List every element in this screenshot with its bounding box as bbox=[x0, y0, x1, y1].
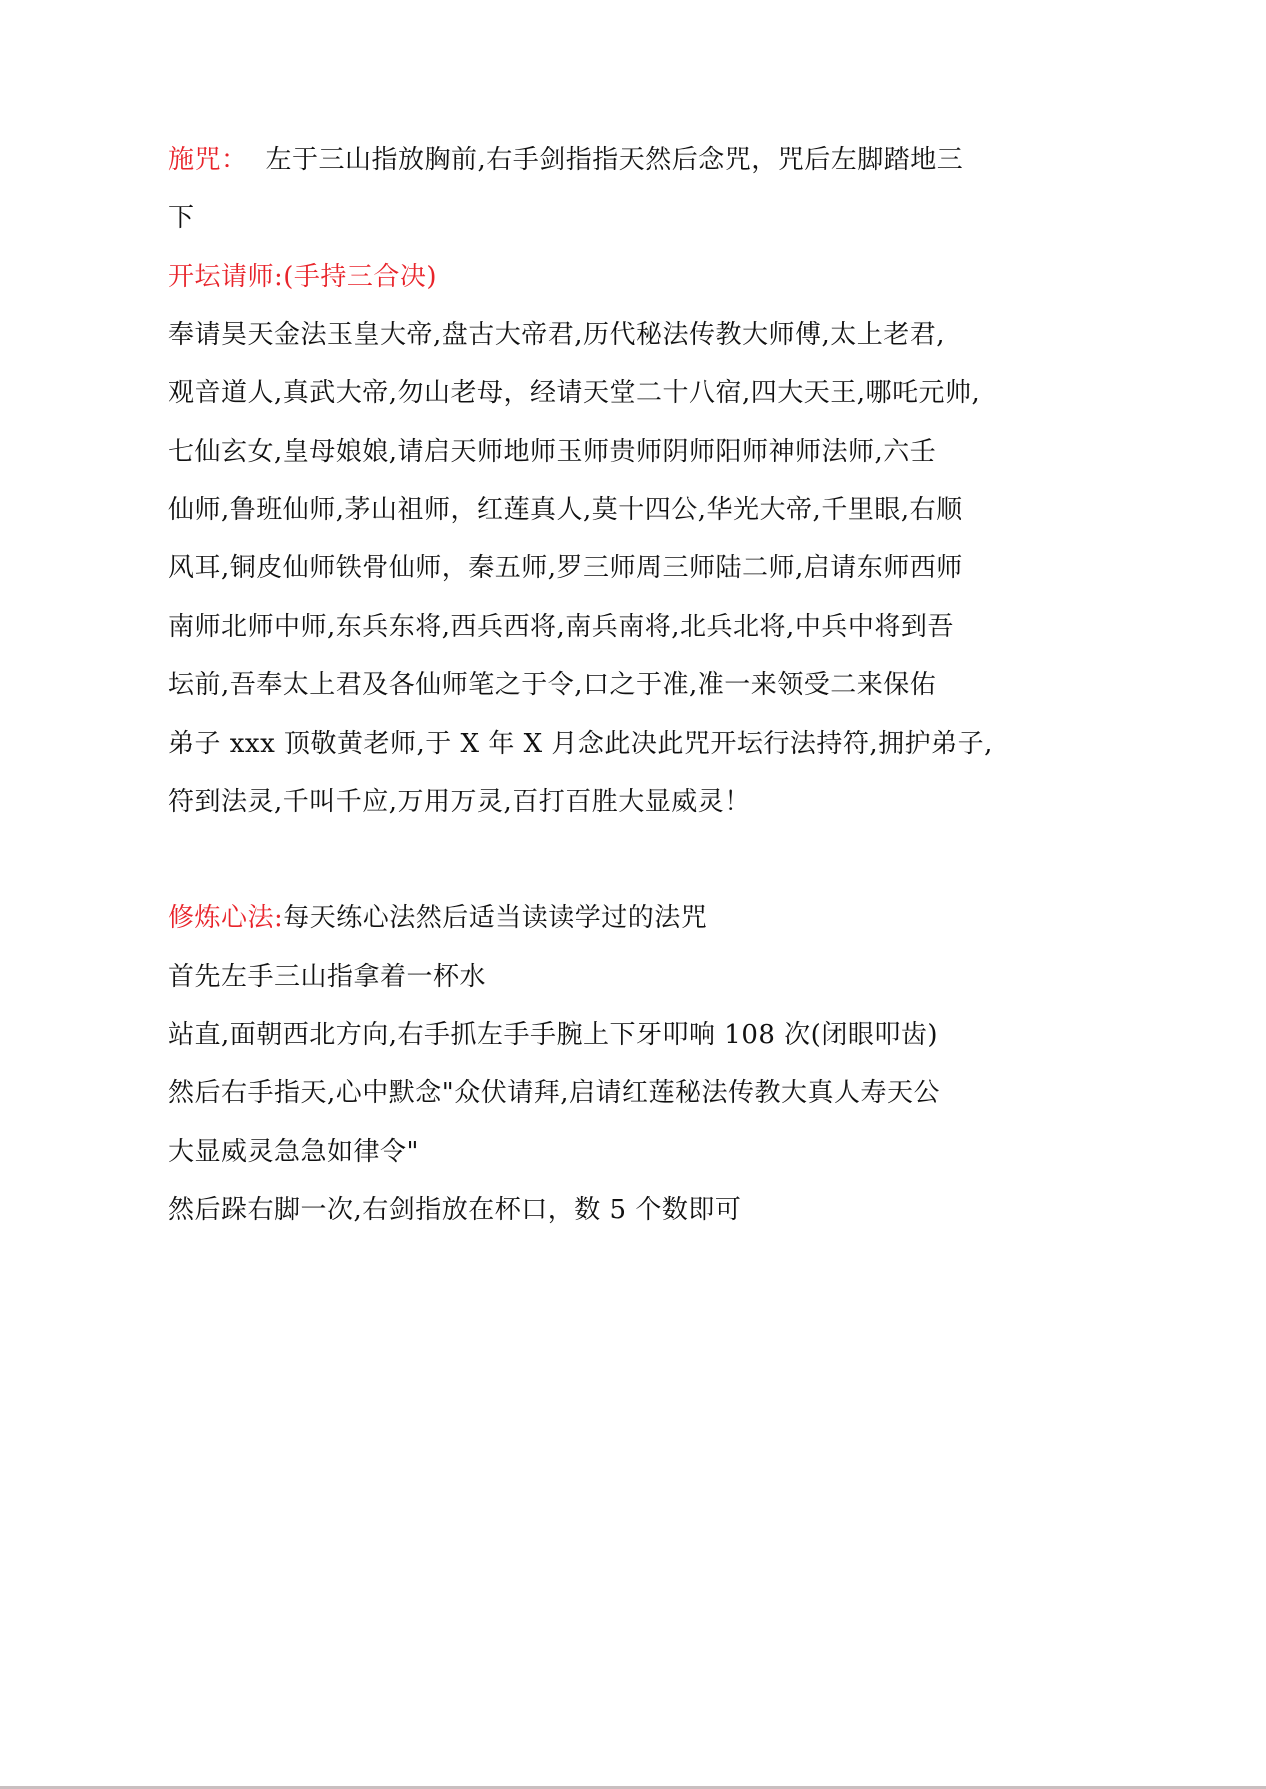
practice-line-2: 站直,面朝西北方向,右手抓左手手腕上下牙叩响 108 次(闭眼叩齿) bbox=[168, 1020, 938, 1050]
practice-line-1: 首先左手三山指拿着一杯水 bbox=[168, 962, 487, 992]
altar-line-7: 坛前,吾奉太上君及各仙师笔之于令,口之于准,准一来领受二来保佑 bbox=[168, 670, 937, 700]
cast-heading-line bbox=[168, 143, 968, 177]
altar-line-6: 南师北师中师,东兵东将,西兵西将,南兵南将,北兵北将,中兵中将到吾 bbox=[168, 612, 954, 642]
practice-heading: 修炼心法: bbox=[168, 903, 284, 933]
practice-line-3: 然后右手指天,心中默念"众伏请拜,启请红莲秘法传教大真人寿天公 bbox=[168, 1078, 940, 1108]
altar-line-3: 七仙玄女,皇母娘娘,请启天师地师玉师贵师阴师阳师神师法师,六壬 bbox=[168, 437, 937, 467]
practice-heading-tail: 每天练心法然后适当读读学过的法咒 bbox=[283, 903, 708, 933]
practice-line-5: 然后跺右脚一次,右剑指放在杯口，数 5 个数即可 bbox=[168, 1195, 742, 1225]
altar-line-5: 风耳,铜皮仙师铁骨仙师，秦五师,罗三师周三师陆二师,启请东师西师 bbox=[168, 553, 963, 583]
altar-heading: 开坛请师:(手持三合决) bbox=[168, 262, 438, 292]
altar-line-8: 弟子 xxx 顶敬黄老师,于 X 年 X 月念此决此咒开坛行法持符,拥护弟子, bbox=[168, 729, 993, 759]
altar-line-9: 符到法灵,千叫千应,万用万灵,百打百胜大显威灵！ bbox=[168, 787, 751, 817]
cast-heading: 施咒： bbox=[168, 145, 248, 175]
cast-line-2: 下 bbox=[168, 203, 195, 233]
altar-line-4: 仙师,鲁班仙师,茅山祖师，红莲真人,莫十四公,华光大帝,千里眼,右顺 bbox=[168, 495, 963, 525]
practice-heading-line bbox=[168, 901, 968, 935]
altar-line-1: 奉请昊天金法玉皇大帝,盘古大帝君,历代秘法传教大师傅,太上老君, bbox=[168, 320, 946, 350]
cast-line-1: 左于三山指放胸前,右手剑指指天然后念咒，咒后左脚踏地三 bbox=[265, 145, 964, 175]
practice-line-4: 大显威灵急急如律令" bbox=[168, 1137, 419, 1167]
altar-line-2: 观音道人,真武大帝,勿山老母，经请天堂二十八宿,四大天王,哪吒元帅, bbox=[168, 378, 981, 408]
